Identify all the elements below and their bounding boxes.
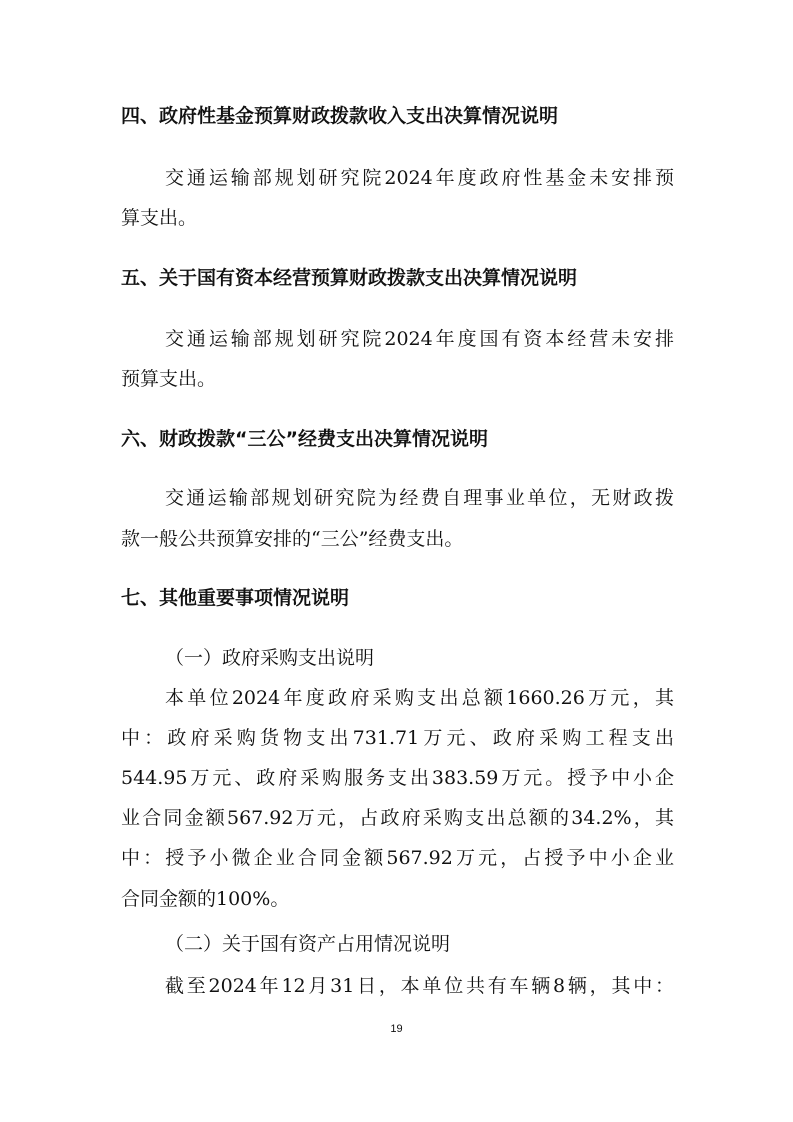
section-7-heading: 七、其他重要事项情况说明 bbox=[121, 587, 350, 609]
section-6-line-2: 款一般公共预算安排的“三公”经费支出。 bbox=[121, 528, 464, 550]
section-5-line-2: 预算支出。 bbox=[121, 368, 217, 390]
procurement-line-4: 业合同金额567.92万元，占政府采购支出总额的34.2%，其 bbox=[121, 807, 674, 829]
section-5-heading: 五、关于国有资本经营预算财政拨款支出决算情况说明 bbox=[121, 267, 578, 289]
section-4-line-1: 交通运输部规划研究院2024年度政府性基金未安排预 bbox=[165, 167, 674, 189]
procurement-line-6: 合同金额的100%。 bbox=[121, 888, 290, 910]
procurement-line-3: 544.95万元、政府采购服务支出383.59万元。授予中小企 bbox=[121, 767, 674, 789]
procurement-line-5: 中：授予小微企业合同金额567.92万元，占授予中小企业 bbox=[121, 847, 674, 869]
section-6-line-1: 交通运输部规划研究院为经费自理事业单位，无财政拨 bbox=[165, 487, 674, 509]
subsection-procurement-title: （一）政府采购支出说明 bbox=[165, 647, 375, 669]
section-4-line-2: 算支出。 bbox=[121, 207, 198, 229]
page-number: 19 bbox=[390, 1023, 403, 1035]
procurement-line-2: 中：政府采购货物支出731.71万元、政府采购工程支出 bbox=[121, 727, 674, 749]
subsection-assets-title: （二）关于国有资产占用情况说明 bbox=[165, 933, 451, 955]
section-4-heading: 四、政府性基金预算财政拨款收入支出决算情况说明 bbox=[121, 105, 559, 127]
assets-line-1: 截至2024年12月31日，本单位共有车辆8辆，其中： bbox=[165, 975, 674, 997]
section-6-heading: 六、财政拨款“三公”经费支出决算情况说明 bbox=[121, 428, 488, 450]
section-5-line-1: 交通运输部规划研究院2024年度国有资本经营未安排 bbox=[165, 328, 674, 350]
procurement-line-1: 本单位2024年度政府采购支出总额1660.26万元，其 bbox=[165, 687, 674, 709]
